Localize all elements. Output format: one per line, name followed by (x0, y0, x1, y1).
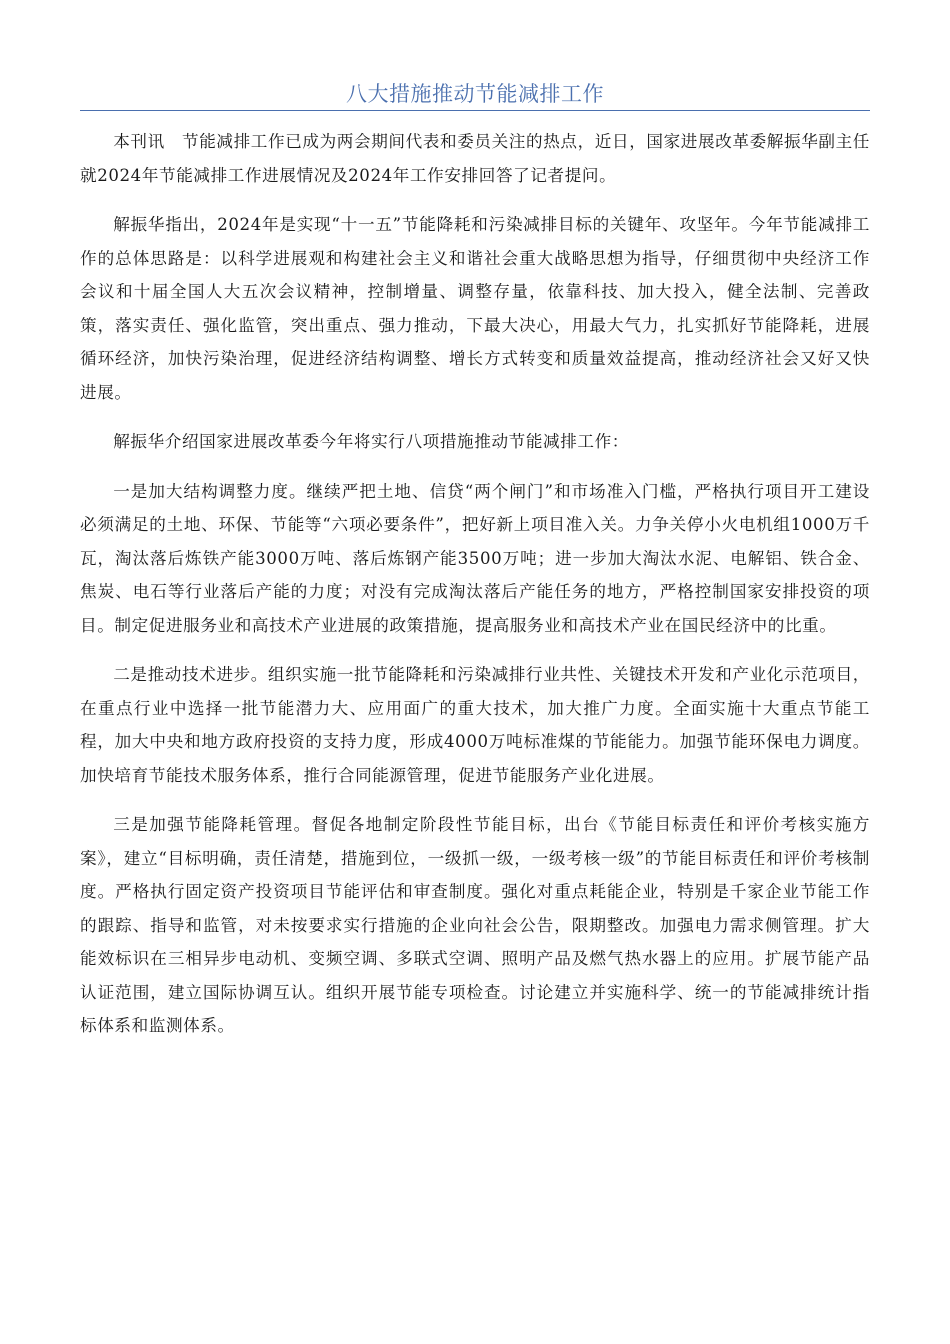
paragraph-eight-measures-intro: 解振华介绍国家进展改革委今年将实行八项措施推动节能减排工作： (113, 432, 629, 451)
paragraph-overall-approach: 解振华指出，2024年是实现“十一五”节能降耗和污染减排目标的关键年、攻坚年。今年节能减排工作的总体思路是：以科学进展观和构建社会主义和谐社会重大战略思想为指导，仔细贯彻中央经济工作会议和十届全国人大五次会议精神，控制增量、调整存量，依靠科技、加大投入，健全法制、完善政策，落实责任、强化监管，突出重点、强力推动，下最大决心，用最大气力，扎实抓好节能降耗，进展循环经济，加快污染治理，促进经济结构调整、增长方式转变和质量效益提高，推动经济社会又好又快进展。 (80, 215, 870, 402)
document-page (80, 78, 870, 1059)
paragraph-measure-one: 一是加大结构调整力度。继续严把土地、信贷“两个闸门”和市场准入门槛，严格执行项目开工建设必须满足的土地、环保、节能等“六项必要条件”，把好新上项目准入关。力争关停小火电机组1000万千瓦，淘汰落后炼铁产能3000万吨、落后炼钢产能3500万吨；进一步加大淘汰水泥、电解铝、铁合金、焦炭、电石等行业落后产能的力度；对没有完成淘汰落后产能任务的地方，严格控制国家安排投资的项目。制定促进服务业和高技术产业进展的政策措施，提高服务业和高技术产业在国民经济中的比重。 (80, 481, 870, 635)
paragraph-measure-two: 二是推动技术进步。组织实施一批节能降耗和污染减排行业共性、关键技术开发和产业化示范项目，在重点行业中选择一批节能潜力大、应用面广的重大技术，加大推广力度。全面实施十大重点节能工程，加大中央和地方政府投资的支持力度，形成4000万吨标准煤的节能能力。加强节能环保电力调度。加快培育节能技术服务体系，推行合同能源管理，促进节能服务产业化进展。 (80, 665, 870, 785)
paragraph-intro: 本刊讯 节能减排工作已成为两会期间代表和委员关注的热点，近日，国家进展改革委解振华副主任就2024年节能减排工作进展情况及2024年工作安排回答了记者提问。 (80, 132, 870, 185)
paragraph-measure-three: 三是加强节能降耗管理。督促各地制定阶段性节能目标，出台《节能目标责任和评价考核实施方案》，建立“目标明确，责任清楚，措施到位，一级抓一级，一级考核一级”的节能目标责任和评价考核制度。严格执行固定资产投资项目节能评估和审查制度。强化对重点耗能企业，特别是千家企业节能工作的跟踪、指导和监管，对未按要求实行措施的企业向社会公告，限期整改。加强电力需求侧管理。扩大能效标识在三相异步电动机、变频空调、多联式空调、照明产品及燃气热水器上的应用。扩展节能产品认证范围，建立国际协调互认。组织开展节能专项检查。讨论建立并实施科学、统一的节能减排统计指标体系和监测体系。 (80, 815, 870, 1035)
title-underline (80, 110, 870, 111)
document-title: 八大措施推动节能减排工作 (346, 82, 604, 106)
